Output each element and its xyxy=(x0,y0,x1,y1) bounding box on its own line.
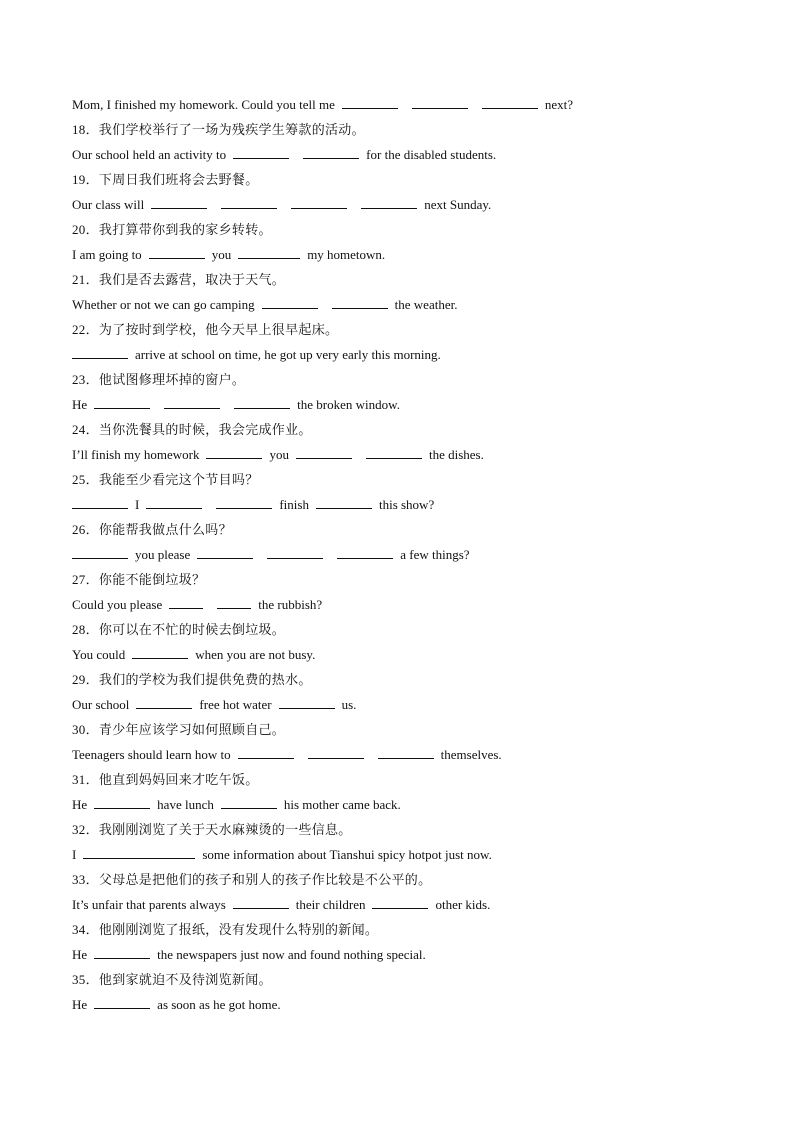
sentence-text: Our class will xyxy=(72,197,145,212)
answer-blank[interactable] xyxy=(146,507,202,509)
answer-blank[interactable] xyxy=(366,457,422,459)
answer-blank[interactable] xyxy=(233,907,289,909)
sentence-text: their children xyxy=(295,897,366,912)
answer-sentence xyxy=(72,442,732,467)
answer-sentence xyxy=(72,542,732,567)
sentence-text: 31．他直到妈妈回来才吃午饭。 xyxy=(72,772,259,787)
answer-blank[interactable] xyxy=(94,407,150,409)
question-prompt xyxy=(72,617,732,642)
sentence-text: as soon as he got home. xyxy=(157,997,281,1012)
answer-blank[interactable] xyxy=(94,1007,150,1009)
sentence-text: have lunch xyxy=(157,797,214,812)
sentence-text: the weather. xyxy=(394,297,458,312)
sentence-text: 34．他刚刚浏览了报纸，没有发现什么特别的新闻。 xyxy=(72,922,379,937)
answer-sentence xyxy=(72,892,732,917)
question-prompt xyxy=(72,167,732,192)
answer-blank[interactable] xyxy=(238,757,294,759)
answer-blank[interactable] xyxy=(72,507,128,509)
sentence-text: He xyxy=(72,397,88,412)
question-prompt xyxy=(72,117,732,142)
sentence-text: 29．我们的学校为我们提供免费的热水。 xyxy=(72,672,312,687)
answer-blank[interactable] xyxy=(291,207,347,209)
answer-sentence xyxy=(72,392,732,417)
sentence-text: 30．青少年应该学习如何照顾自己。 xyxy=(72,722,286,737)
answer-blank[interactable] xyxy=(332,307,388,309)
answer-sentence xyxy=(72,692,732,717)
question-prompt xyxy=(72,417,732,442)
question-prompt xyxy=(72,217,732,242)
sentence-text: 28．你可以在不忙的时候去倒垃圾。 xyxy=(72,622,286,637)
sentence-text: some information about Tianshui spicy hotpot just now. xyxy=(202,847,492,862)
sentence-text: the newspapers just now and found nothing special. xyxy=(157,947,426,962)
sentence-text: Mom, I finished my homework. Could you tell me xyxy=(72,97,335,112)
question-prompt xyxy=(72,517,732,542)
sentence-text: Could you please xyxy=(72,597,163,612)
sentence-text: the dishes. xyxy=(428,447,484,462)
question-prompt xyxy=(72,367,732,392)
answer-sentence xyxy=(72,192,732,217)
answer-blank[interactable] xyxy=(83,857,195,859)
sentence-text: the rubbish? xyxy=(258,597,323,612)
sentence-text: He xyxy=(72,947,88,962)
sentence-text: 22．为了按时到学校，他今天早上很早起床。 xyxy=(72,322,339,337)
sentence-text: 24．当你洗餐具的时候，我会完成作业。 xyxy=(72,422,312,437)
sentence-text: 21．我们是否去露营，取决于天气。 xyxy=(72,272,286,287)
answer-blank[interactable] xyxy=(151,207,207,209)
answer-sentence xyxy=(72,942,732,967)
answer-blank[interactable] xyxy=(132,657,188,659)
answer-sentence xyxy=(72,592,732,617)
question-prompt xyxy=(72,467,732,492)
answer-blank[interactable] xyxy=(234,407,290,409)
sentence-text: next Sunday. xyxy=(424,197,492,212)
sentence-text: my hometown. xyxy=(307,247,386,262)
exercise-list xyxy=(72,92,732,1017)
answer-blank[interactable] xyxy=(197,557,253,559)
sentence-text: you xyxy=(211,247,232,262)
question-prompt xyxy=(72,717,732,742)
sentence-text: 33．父母总是把他们的孩子和别人的孩子作比较是不公平的。 xyxy=(72,872,432,887)
answer-blank[interactable] xyxy=(221,207,277,209)
sentence-text: when you are not busy. xyxy=(195,647,316,662)
answer-blank[interactable] xyxy=(279,707,335,709)
answer-blank[interactable] xyxy=(216,507,272,509)
sentence-text: 23．他试图修理坏掉的窗户。 xyxy=(72,372,246,387)
question-prompt xyxy=(72,917,732,942)
answer-sentence xyxy=(72,292,732,317)
answer-blank[interactable] xyxy=(169,607,203,609)
answer-blank[interactable] xyxy=(94,807,150,809)
answer-blank[interactable] xyxy=(412,107,468,109)
sentence-text: He xyxy=(72,997,88,1012)
question-prompt xyxy=(72,817,732,842)
answer-blank[interactable] xyxy=(296,457,352,459)
sentence-text: Whether or not we can go camping xyxy=(72,297,255,312)
sentence-text: I xyxy=(72,847,77,862)
sentence-text: Our school held an activity to xyxy=(72,147,227,162)
answer-blank[interactable] xyxy=(221,807,277,809)
answer-blank[interactable] xyxy=(72,357,128,359)
answer-sentence xyxy=(72,242,732,267)
question-prompt xyxy=(72,967,732,992)
answer-sentence xyxy=(72,992,732,1017)
answer-blank[interactable] xyxy=(308,757,364,759)
answer-sentence xyxy=(72,492,732,517)
answer-blank[interactable] xyxy=(337,557,393,559)
answer-blank[interactable] xyxy=(342,107,398,109)
sentence-text: arrive at school on time, he got up very early this morning. xyxy=(135,347,441,362)
question-prompt xyxy=(72,567,732,592)
answer-blank[interactable] xyxy=(233,157,289,159)
answer-sentence xyxy=(72,792,732,817)
answer-blank[interactable] xyxy=(372,907,428,909)
sentence-text: I am going to xyxy=(72,247,142,262)
sentence-text: 26．你能帮我做点什么吗？ xyxy=(72,522,232,537)
sentence-text: the broken window. xyxy=(297,397,400,412)
sentence-text: free hot water xyxy=(199,697,272,712)
sentence-text: us. xyxy=(341,697,357,712)
sentence-text: Teenagers should learn how to xyxy=(72,747,231,762)
sentence-text: 18．我们学校举行了一场为残疾学生筹款的活动。 xyxy=(72,122,365,137)
answer-sentence xyxy=(72,642,732,667)
answer-blank[interactable] xyxy=(94,957,150,959)
answer-blank[interactable] xyxy=(361,207,417,209)
sentence-text: finish xyxy=(279,497,309,512)
sentence-text: 27．你能不能倒垃圾？ xyxy=(72,572,206,587)
answer-sentence xyxy=(72,142,732,167)
sentence-text: a few things? xyxy=(400,547,470,562)
sentence-text: his mother came back. xyxy=(283,797,401,812)
answer-sentence xyxy=(72,92,732,117)
sentence-text: 35．他到家就迫不及待浏览新闻。 xyxy=(72,972,272,987)
answer-blank[interactable] xyxy=(238,257,300,259)
sentence-text: I’ll finish my homework xyxy=(72,447,200,462)
sentence-text: I xyxy=(135,497,140,512)
answer-sentence xyxy=(72,342,732,367)
answer-blank[interactable] xyxy=(482,107,538,109)
sentence-text: Our school xyxy=(72,697,130,712)
answer-sentence xyxy=(72,742,732,767)
answer-blank[interactable] xyxy=(149,257,205,259)
answer-blank[interactable] xyxy=(206,457,262,459)
question-prompt xyxy=(72,267,732,292)
sentence-text: this show? xyxy=(378,497,435,512)
answer-blank[interactable] xyxy=(262,307,318,309)
sentence-text: next? xyxy=(544,97,574,112)
answer-blank[interactable] xyxy=(164,407,220,409)
question-prompt xyxy=(72,767,732,792)
answer-blank[interactable] xyxy=(136,707,192,709)
answer-blank[interactable] xyxy=(316,507,372,509)
sentence-text: It’s unfair that parents always xyxy=(72,897,226,912)
question-prompt xyxy=(72,667,732,692)
sentence-text: for the disabled students. xyxy=(366,147,497,162)
answer-blank[interactable] xyxy=(303,157,359,159)
answer-blank[interactable] xyxy=(217,607,251,609)
sentence-text: you please xyxy=(135,547,191,562)
answer-blank[interactable] xyxy=(378,757,434,759)
answer-blank[interactable] xyxy=(72,557,128,559)
answer-blank[interactable] xyxy=(267,557,323,559)
sentence-text: you xyxy=(269,447,289,462)
answer-sentence xyxy=(72,842,732,867)
sentence-text: He xyxy=(72,797,88,812)
sentence-text: 19．下周日我们班将会去野餐。 xyxy=(72,172,259,187)
sentence-text: other kids. xyxy=(435,897,491,912)
sentence-text: 32．我刚刚浏览了关于天水麻辣烫的一些信息。 xyxy=(72,822,352,837)
question-prompt xyxy=(72,317,732,342)
sentence-text: You could xyxy=(72,647,126,662)
sentence-text: 25．我能至少看完这个节目吗？ xyxy=(72,472,259,487)
question-prompt xyxy=(72,867,732,892)
sentence-text: themselves. xyxy=(440,747,502,762)
sentence-text: 20．我打算带你到我的家乡转转。 xyxy=(72,222,272,237)
